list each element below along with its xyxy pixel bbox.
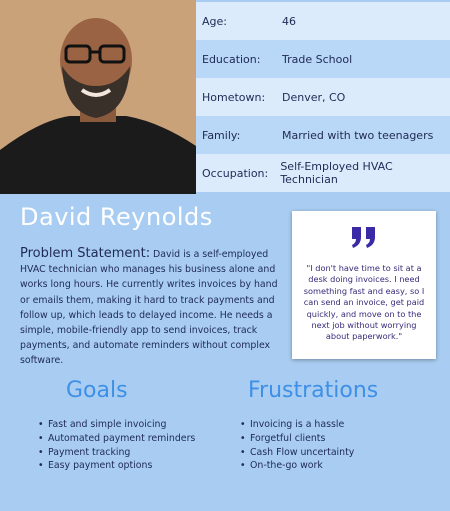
info-row-occupation bbox=[196, 154, 450, 192]
frustrations-heading: Frustrations bbox=[248, 378, 379, 403]
info-label: Occupation: bbox=[202, 166, 269, 180]
info-value: Self-Employed HVAC Technician bbox=[280, 160, 393, 186]
info-label: Education: bbox=[202, 52, 261, 66]
info-value: 46 bbox=[282, 14, 296, 28]
list-item: • Payment tracking bbox=[38, 446, 195, 460]
goals-list bbox=[38, 418, 195, 473]
info-label: Family: bbox=[202, 128, 241, 142]
quote-icon bbox=[292, 225, 436, 253]
profile-photo bbox=[0, 0, 196, 194]
info-row-family bbox=[196, 116, 450, 154]
persona-name: David Reynolds bbox=[20, 203, 213, 231]
info-label: Age: bbox=[202, 14, 227, 28]
info-value: Denver, CO bbox=[282, 90, 346, 104]
info-row-age bbox=[196, 2, 450, 40]
info-value: Married with two teenagers bbox=[282, 128, 434, 142]
list-item: • Automated payment reminders bbox=[38, 432, 195, 446]
demographics-table bbox=[196, 0, 450, 194]
list-item: • Fast and simple invoicing bbox=[38, 418, 195, 432]
info-row-education bbox=[196, 40, 450, 78]
list-item: • Easy payment options bbox=[38, 459, 195, 473]
problem-statement bbox=[20, 246, 286, 369]
frustrations-list bbox=[240, 418, 354, 473]
list-item: • Invoicing is a hassle bbox=[240, 418, 354, 432]
info-row-hometown bbox=[196, 78, 450, 116]
problem-statement-text: David is a self-employed HVAC technician who manages his business alone and works long hours. He currently writes invoices by hand or emails them, making it hard to track payments and follow up, which leads to delayed income. He needs a simple, mobile-friendly app to send invoices, track payments, and automate reminders without complex software. bbox=[20, 249, 278, 367]
list-item: • Forgetful clients bbox=[240, 432, 354, 446]
info-value: Trade School bbox=[282, 52, 353, 66]
goals-heading: Goals bbox=[66, 378, 128, 403]
info-label: Hometown: bbox=[202, 90, 266, 104]
quote-card bbox=[292, 211, 436, 359]
list-item: • On-the-go work bbox=[240, 459, 354, 473]
problem-statement-title: Problem Statement: bbox=[20, 246, 151, 261]
quote-text: "I don't have time to sit at a desk doing invoices. I need something fast and easy, so I can send an invoice, get paid quickly, and move on to the next job without worrying about paperwork." bbox=[303, 263, 425, 342]
list-item: • Cash Flow uncertainty bbox=[240, 446, 354, 460]
